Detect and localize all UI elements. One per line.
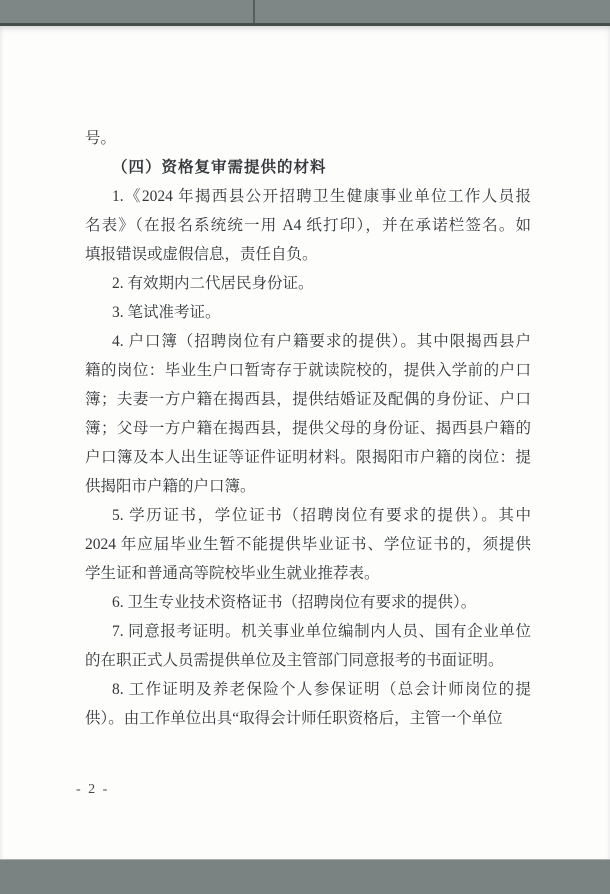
text-line: 7. 同意报考证明。机关事业单位编制内人员、国有企业单位 bbox=[112, 623, 531, 640]
text-line: 的在职正式人员需提供单位及主管部门同意报考的书面证明。 bbox=[85, 652, 504, 669]
text-line: 籍的岗位：毕业生户口暂寄存于就读院校的，提供入学前的户口 bbox=[85, 362, 531, 379]
text-line: 2024 年应届毕业生暂不能提供毕业证书、学位证书的，须提供 bbox=[85, 536, 531, 553]
text-line: 6. 卫生专业技术资格证书（招聘岗位有要求的提供）。 bbox=[112, 594, 477, 611]
document-text bbox=[85, 124, 531, 733]
text-line: 供揭阳市户籍的户口簿。 bbox=[85, 478, 256, 495]
text-line: 填报错误或虚假信息，责任自负。 bbox=[85, 246, 318, 263]
paragraph bbox=[85, 298, 531, 327]
text-line: 4. 户口簿（招聘岗位有户籍要求的提供）。其中限揭西县户 bbox=[112, 333, 531, 350]
paragraph bbox=[85, 269, 531, 298]
text-line: 供）。由工作单位出具“取得会计师任职资格后，主管一个单位 bbox=[85, 710, 503, 727]
scan-bed-bottom bbox=[0, 859, 610, 894]
paragraph bbox=[85, 182, 531, 269]
text-line: 1.《2024 年揭西县公开招聘卫生健康事业单位工作人员报 bbox=[112, 188, 531, 205]
section-heading bbox=[85, 153, 531, 182]
text-line: 名表》（在报名系统统一用 A4 纸打印），并在承诺栏签名。如 bbox=[85, 217, 531, 234]
paragraph bbox=[85, 501, 531, 588]
text-line: 3. 笔试准考证。 bbox=[112, 304, 221, 321]
text-line: 学生证和普通高等院校毕业生就业推荐表。 bbox=[85, 565, 380, 582]
scan-crease-line bbox=[253, 0, 255, 23]
text-line: 簿；夫妻一方户籍在揭西县，提供结婚证及配偶的身份证、户口 bbox=[85, 391, 531, 408]
scan-bed-top bbox=[0, 0, 610, 26]
paragraph bbox=[85, 675, 531, 733]
text-line: （四）资格复审需提供的材料 bbox=[112, 159, 327, 176]
document-page bbox=[0, 26, 610, 859]
paragraph bbox=[85, 327, 531, 501]
text-line: 5. 学历证书，学位证书（招聘岗位有要求的提供）。其中 bbox=[112, 507, 531, 524]
text-line: 2. 有效期内二代居民身份证。 bbox=[112, 275, 314, 292]
text-line: 簿；父母一方户籍在揭西县，提供父母的身份证、揭西县户籍的 bbox=[85, 420, 531, 437]
text-line: 户口簿及本人出生证等证件证明材料。限揭阳市户籍的岗位：提 bbox=[85, 449, 531, 466]
text-line: 8. 工作证明及养老保险个人参保证明（总会计师岗位的提 bbox=[112, 681, 531, 698]
page-number: - 2 - bbox=[76, 782, 110, 797]
text-line: 号。 bbox=[85, 130, 117, 147]
paragraph bbox=[85, 617, 531, 675]
paragraph bbox=[85, 588, 531, 617]
paragraph bbox=[85, 124, 531, 153]
